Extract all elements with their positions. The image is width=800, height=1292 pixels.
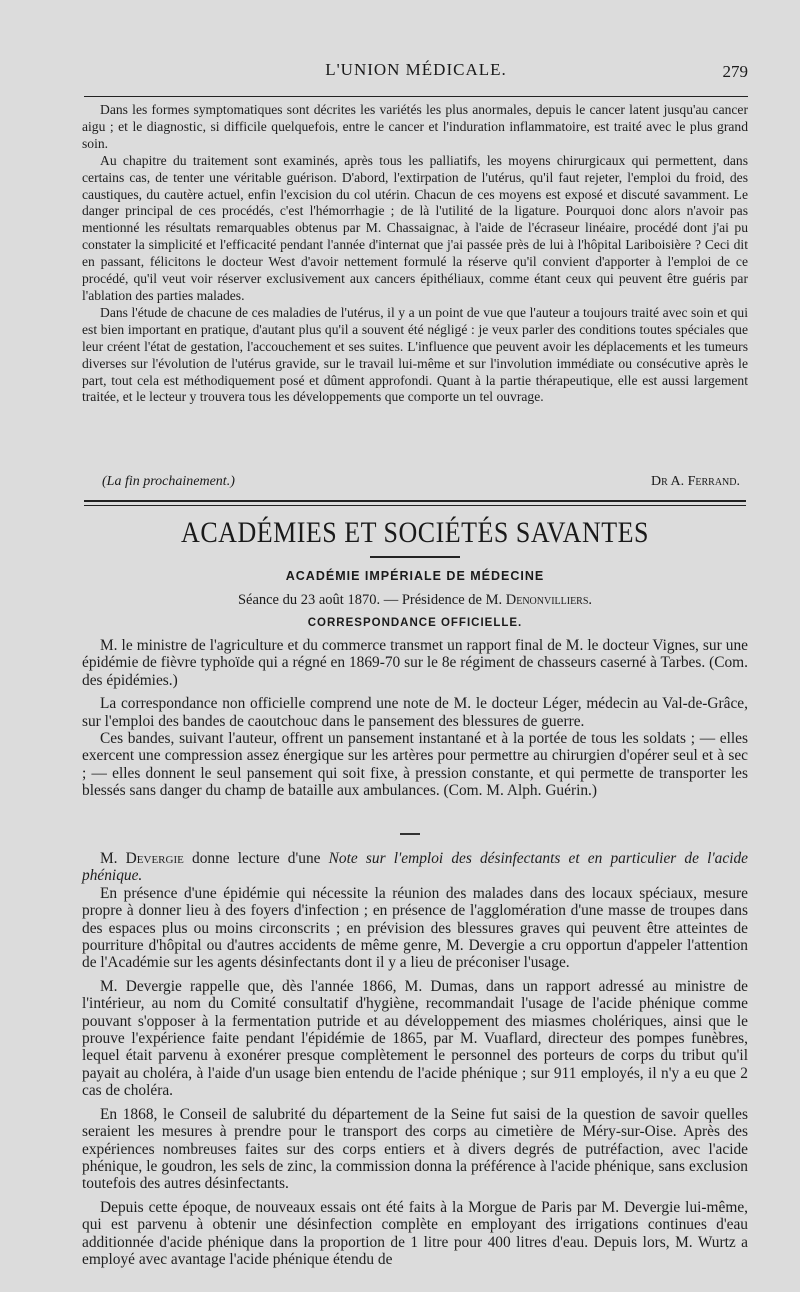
review-paragraph: Dans les formes symptomatiques sont décrites les variétés les plus anormales, depuis le cancer latent jusqu'au cancer aigu ; et le diagnostic, si difficile quelquefois, entre le cancer et l'induration inflammatoire, est traité avec le plus grand soin. xyxy=(82,102,748,151)
speaker-name: M. Devergie xyxy=(100,850,184,867)
devergie-paragraph: Depuis cette époque, de nouveaux essais ont été faits à la Morgue de Paris par M. Devergie lui-même, qui est parvenu à obtenir une désinfection complète en employant des irrigations continues d'eau additionnée d'acide phénique dans la proportion de 1 litre pour 400 litres d'eau. Depuis lors, M. Wurtz a employé avec avantage l'acide phénique étendu de xyxy=(82,1198,748,1268)
devergie-paragraph: M. Devergie rappelle que, dès l'année 1866, M. Dumas, dans un rapport adressé au ministre de l'intérieur, au nom du Comité consultatif d'hygiène, recommandait l'usage de l'acide phénique comme pouvant s'opposer à la fermentation putride et au développement des miasmes cholériques, ainsi que le prouve l'expérience faite pendant l'épidémie de 1865, par M. Vuaflard, directeur des pompes funèbres, lequel était parvenu à exonérer presque complètement le personnel des porteurs de corps du tribut qu'il payait au choléra, à l'aide d'un usage bien entendu de l'acide phénique ; sur 911 employés, il n'y a eu que 2 cas de choléra. xyxy=(82,977,748,1100)
journal-title: L'UNION MÉDICALE. xyxy=(325,60,507,79)
intro-text: donne lecture d'une xyxy=(183,850,329,867)
note-title: Note sur l'emploi des désinfectants et en particulier de l'acide phénique. xyxy=(82,850,749,885)
devergie-paragraph: En présence d'une épidémie qui nécessite la réunion des malades dans des locaux spéciaux, mesure propre à donner lieu à des foyers d'infection ; en présence de l'agglomération d'une masse de troupes dans des espaces plus ou moins circonscrits ; en prévision des blessures graves qui peuvent être atteintes de pourriture d'hôpital ou d'autres accidents de même genre, M. Devergie a cru opportun d'appeler l'attention de l'Académie sur les agents désinfectants dont il y a lieu de préconiser l'usage. xyxy=(82,884,748,972)
devergie-body xyxy=(82,850,748,1268)
author-signature: Dr A. Ferrand. xyxy=(650,474,740,489)
continuation-note: (La fin prochainement.) xyxy=(102,474,235,489)
section-title: ACADÉMIES ET SOCIÉTÉS SAVANTES xyxy=(181,515,649,550)
page-number: 279 xyxy=(722,62,748,81)
correspondence-paragraph: La correspondance non officielle comprend une note de M. le docteur Léger, médecin au Val-de-Grâce, sur l'emploi des bandes de caoutchouc dans le pansement des blessures de guerre. xyxy=(82,695,748,730)
section-rule-bottom xyxy=(84,505,746,506)
page-header xyxy=(84,60,748,86)
correspondence-paragraph: Ces bandes, suivant l'auteur, offrent un pansement instantané et à la portée de tous les soldats ; — elles exercent une compression assez énergique sur les artères pour permettre au chirurgien d'opérer seul et à sec ; — elles donnent le seul pansement qui soit fixe, à pression constante, et qui permette de transporter les blessés sans danger du champ de bataille aux ambulances. (Com. M. Alph. Guérin.) xyxy=(82,730,748,800)
session-date: Séance du 23 août 1870. — Présidence de M. xyxy=(237,592,506,608)
devergie-paragraph: En 1868, le Conseil de salubrité du département de la Seine fut saisi de la question de savoir quelles seraient les mesures à prendre pour le transport des corps au cimetière de Méry-sur-Oise. Après des expériences nombreuses faites sur des corps entiers et à divers degrés de putréfaction, avec l'acide phénique, le goudron, les sels de zinc, la commission donna la préférence à l'acide phénique, sans exclusion toutefois des autres désinfectants. xyxy=(82,1105,748,1193)
review-continuation xyxy=(82,102,748,406)
session-line xyxy=(84,592,746,609)
header-rule xyxy=(84,96,748,97)
session-president: Denonvilliers. xyxy=(505,592,593,608)
section-rule-top xyxy=(84,500,746,502)
review-signoff xyxy=(84,474,746,494)
review-paragraph: Au chapitre du traitement sont examinés, après tous les palliatifs, les moyens chirurgicaux qui permettent, dans certains cas, de tenter une véritable guérison. D'abord, l'extirpation de l'utérus, qu'il faut rejeter, l'emploi du froid, des caustiques, du cautère actuel, enfin l'excision du col utérin. Chacun de ces moyens est exposé et discuté savamment. Le danger principal de ces procédés, c'est l'hémorrhagie ; de là l'utilité de la ligature. Pourquoi donc alors n'avoir pas mentionné les résultats remarquables obtenus par M. Chassaignac, à l'aide de l'écraseur linéaire, procédé dont j'ai pu constater la simplicité et l'efficacité pendant l'année d'internat que j'ai passée près de lui à l'hôpital Lariboisière ? Ceci dit en passant, félicitons le docteur West d'avoir nettement formulé la réserve qu'il convient d'apporter à l'emploi de ce procédé, qu'il veut voir réserver exclusivement aux cancers épithéliaux, comme étant ceux qui peuvent être guéris par l'ablation des parties malades. xyxy=(82,152,748,303)
section-title-underline xyxy=(370,556,460,558)
review-paragraph: Dans l'étude de chacune de ces maladies de l'utérus, il y a un point de vue que l'auteur a toujours traité avec soin et qui est bien important en pratique, d'autant plus qu'il a souvent été négligé : je veux parler des conditions toutes spéciales que leur créent l'état de gestation, l'accouchement et ses suites. L'influence que peuvent avoir les déplacements et les tumeurs diverses sur l'évolution de l'utérus gravide, sur le travail lui-même et sur l'involution immédiate ou consécutive après le part, tout cela est méthodiquement posé et dûment approfondi. Quant à la partie thérapeutique, elle est aussi largement traitée, et le lecteur y trouvera tous les développements que comporte un tel ouvrage. xyxy=(82,304,748,405)
academy-title: ACADÉMIE IMPÉRIALE DE MÉDECINE xyxy=(285,569,545,583)
correspondence-title: CORRESPONDANCE OFFICIELLE. xyxy=(307,617,523,629)
devergie-intro xyxy=(82,850,748,885)
separator-dash xyxy=(400,833,420,835)
correspondence-body xyxy=(82,637,748,800)
correspondence-paragraph: M. le ministre de l'agriculture et du commerce transmet un rapport final de M. le docteur Vignes, sur une épidémie de fièvre typhoïde qui a régné en 1869-70 sur le 8e régiment de chasseurs caserné à Tarbes. (Com. des épidémies.) xyxy=(82,637,748,689)
